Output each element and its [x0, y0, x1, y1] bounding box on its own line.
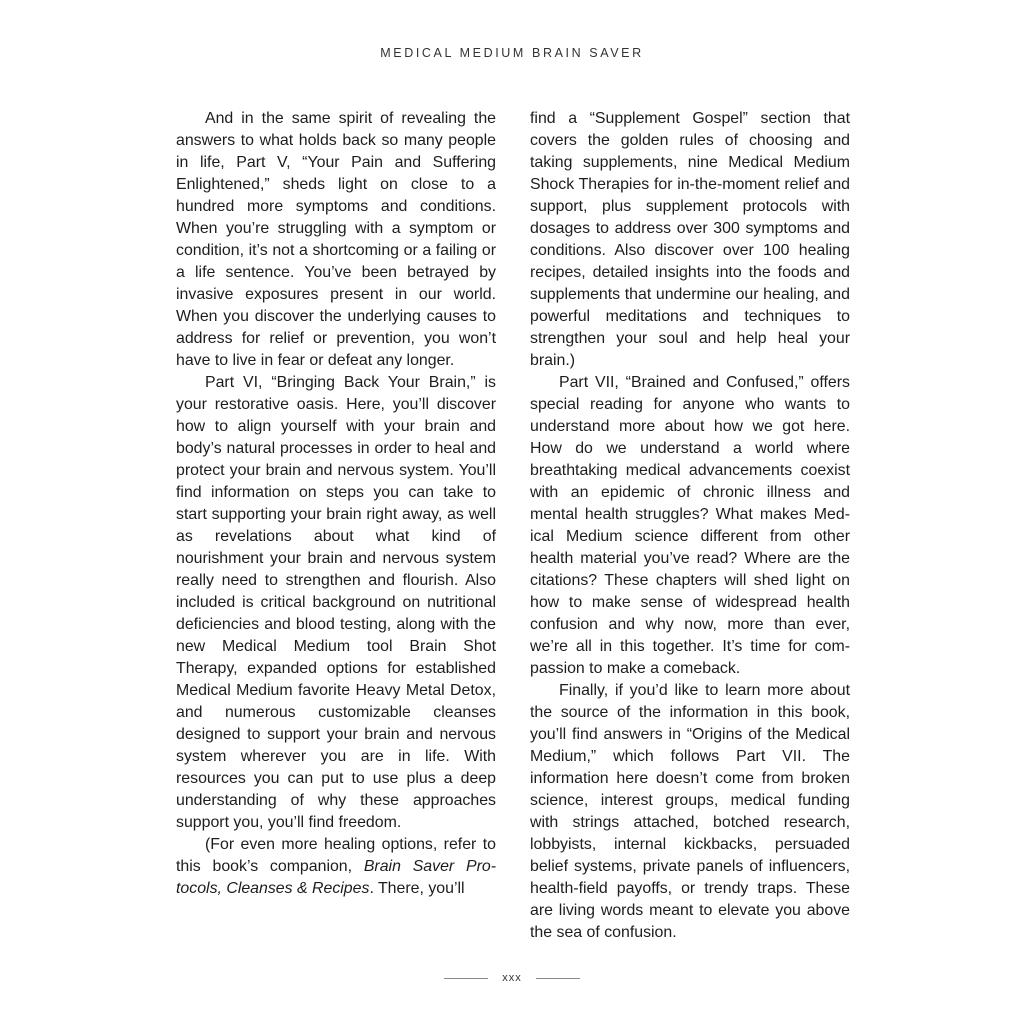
left-text-column — [176, 108, 496, 900]
book-title: Brain Saver Protocols, Cleanses & Recipes — [176, 858, 496, 897]
paragraph-text: (For even more healing options, refer to this book’s companion, — [176, 836, 496, 875]
running-head: MEDICAL MEDIUM BRAIN SAVER — [380, 46, 644, 60]
paragraph-continued: find a “Supplement Gospel” section that covers the golden rules of choosing and taking supplements, nine Medical Medium Shock Therapies for in-the-moment relief and support, plus supplement protocols with dosages to address over 300 symptoms and conditions. Also discover over 100 healing recipes, detailed insights into the foods and supplements that undermine our healing, and powerful meditations and techniques to strengthen your soul and help heal your brain.) — [530, 110, 850, 369]
paragraph — [176, 834, 496, 900]
paragraph: Part VI, “Bringing Back Your Brain,” is your restorative oasis. Here, you’ll discover how to align yourself with your brain and body’s natural processes in order to heal and protect your brain and nervous system. You’ll find information on steps you can take to start supporting your brain right away, as well as revelations about what kind of nourishment your brain and nervous system really need to strengthen and flourish. Also included is critical background on nutritional deficiencies and blood testing, along with the new Medical Medium tool Brain Shot Therapy, expanded options for established Medical Medium favorite Heavy Metal Detox, and numerous customizable cleanses designed to support your brain and nervous system wherever you are in life. With resources you can put to use plus a deep understanding of why these approaches support you, you’ll find freedom. — [176, 374, 496, 831]
paragraph-text: . There, you’ll — [369, 880, 465, 897]
page-number: xxx — [502, 972, 522, 984]
footer-rule-left — [444, 978, 488, 979]
footer-rule-right — [536, 978, 580, 979]
paragraph: Part VII, “Brained and Confused,” offers special reading for anyone who wants to understand more about how we got here. How do we understand a world where breathtaking medical advancements coexist with an epidemic of chronic illness and mental health struggles? What makes Medical Medium science different from other health material you’ve read? Where are the citations? These chapters will shed light on how to make sense of widespread health confusion and why now, more than ever, we’re all in this together. It’s time for compassion to make a comeback. — [530, 374, 850, 677]
page-footer — [0, 972, 1024, 984]
paragraph: And in the same spirit of revealing the answers to what holds back so many people in life, Part V, “Your Pain and Suffering Enlightened,” sheds light on close to a hundred more symptoms and conditions. When you’re struggling with a symptom or condition, it’s not a shortcoming or a failing or a life sentence. You’ve been betrayed by invasive exposures present in our world. When you discover the underlying causes to address for relief or prevention, you won’t have to live in fear or defeat any longer. — [176, 110, 496, 369]
right-text-column — [530, 108, 850, 944]
paragraph: Finally, if you’d like to learn more about the source of the information in this book, you’ll find answers in “Origins of the Medical Medium,” which follows Part VII. The information here doesn’t come from broken science, interest groups, medical funding with strings attached, botched research, lobbyists, internal kickbacks, persuaded belief systems, private panels of influencers, health-field payoffs, or trendy traps. These are living words meant to elevate you above the sea of confusion. — [530, 682, 850, 941]
